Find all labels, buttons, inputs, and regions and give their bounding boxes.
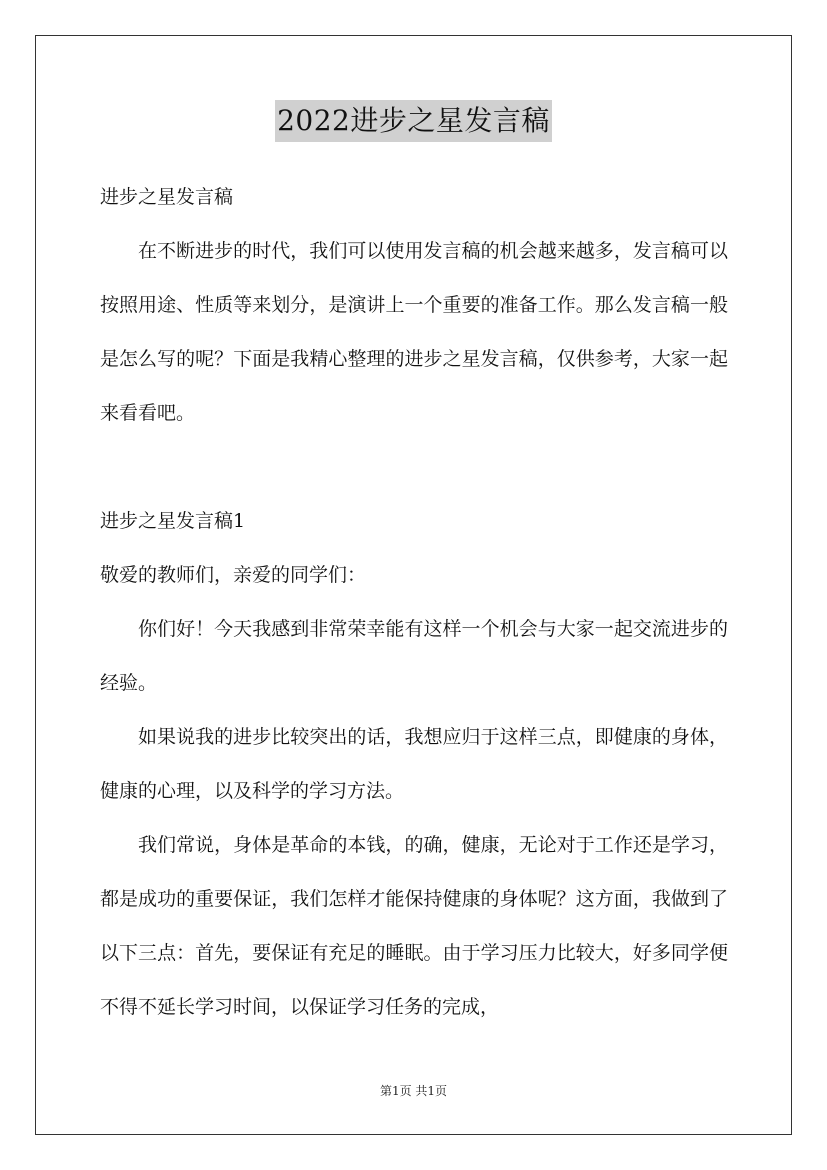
greeting: 敬爱的教师们，亲爱的同学们： xyxy=(100,564,367,586)
spacer xyxy=(100,440,728,494)
subtitle: 进步之星发言稿 xyxy=(100,186,234,208)
document-title-wrapper xyxy=(0,100,827,142)
document-body xyxy=(100,170,728,1034)
body-paragraph: 如果说我的进步比较突出的话，我想应归于这样三点，即健康的身体，健康的心理，以及科学的学习方法。 xyxy=(100,726,728,802)
body-paragraph: 我们常说，身体是革命的本钱，的确，健康，无论对于工作还是学习，都是成功的重要保证，我们怎样才能保持健康的身体呢？这方面，我做到了以下三点：首先，要保证有充足的睡眠。由于学习压力比较大，好多同学便不得不延长学习时间，以保证学习任务的完成， xyxy=(100,834,728,1018)
body-paragraph: 你们好！今天我感到非常荣幸能有这样一个机会与大家一起交流进步的经验。 xyxy=(100,618,728,694)
document-title: 2022进步之星发言稿 xyxy=(275,100,552,142)
intro-paragraph: 在不断进步的时代，我们可以使用发言稿的机会越来越多，发言稿可以按照用途、性质等来划分，是演讲上一个重要的准备工作。那么发言稿一般是怎么写的呢？下面是我精心整理的进步之星发言稿，仅供参考，大家一起来看看吧。 xyxy=(100,240,728,424)
section-heading: 进步之星发言稿1 xyxy=(100,510,246,532)
page-number: 第1页 共1页 xyxy=(379,1084,448,1098)
page-footer xyxy=(0,1082,827,1099)
